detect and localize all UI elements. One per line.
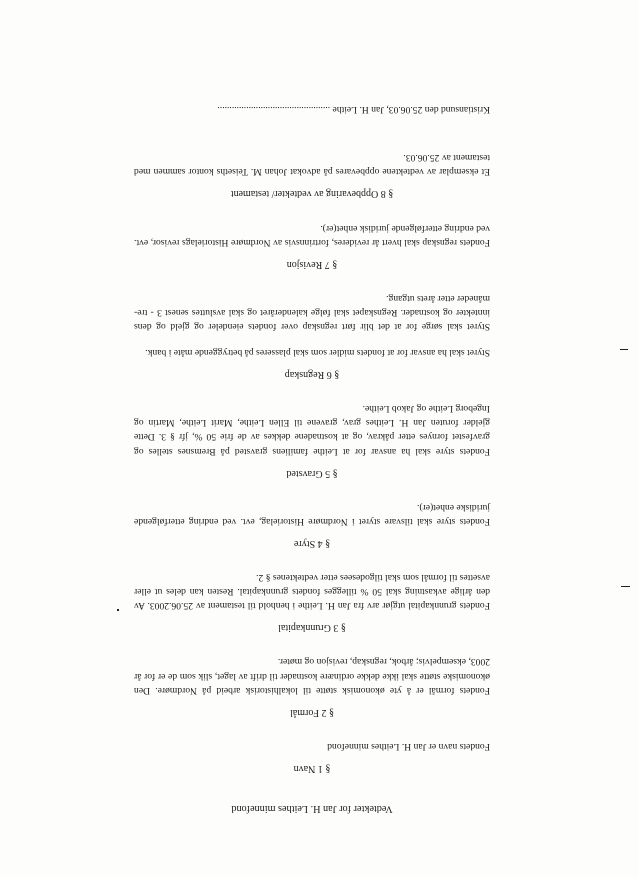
section-paragraph: Fondets regnskap skal hvert år revideres, fortrinnsvis av Nordmøre Historielags revisor, evt. ved endring etterfølgende juridisk enhet(er).: [134, 222, 490, 248]
scan-artifact-dash: [620, 349, 628, 350]
section-paragraph: Fondets grunnkapital utgjør arv fra Jan H. Leithe i henhold til testament av 25.06.2003. Av den årlige avkastning skal 50 % tillegges fondets grunnkapital. Resten kan deles ut eller avsettes til formål som skal tilgodesees etter vedtektenes § 2.: [134, 572, 490, 612]
signature-line: Kristiansund den 25.06.03, Jan H. Leithe ...............................................: [217, 104, 490, 116]
section-heading: § 6 Regnskap: [284, 369, 340, 381]
section-paragraph: Styret skal ha ansvar for at fondets midler som skal plasseres på betryggende måte i bank.: [145, 347, 490, 359]
section-4-styre: [134, 500, 490, 550]
section-paragraph: Et eksemplar av vedtektene oppbevares på advokat Johan M. Teiseths kontor sammen med testament av 25.06.03.: [134, 152, 490, 178]
section-heading: § 2 Formål: [290, 706, 334, 718]
section-5-gravsted: [134, 401, 490, 479]
section-heading: § 5 Gravsted: [286, 467, 338, 479]
section-6-regnskap: [134, 291, 490, 381]
section-paragraph: Fondets formål er å yte økonomisk støtte til lokalhistorisk arbeid på Nordmøre. Den økonomiske støtte skal ikke dekke ordinære kostnader til drift av laget, slik som de er for år 2003, eksempelvis; årbok, regnskap, revisjon og møter.: [134, 656, 490, 696]
scan-artifact-dot: [117, 609, 119, 611]
section-2-formal: [134, 654, 490, 718]
section-8-oppbevaring: [134, 150, 490, 200]
scan-artifact-dash: [621, 586, 630, 587]
section-1-navn: [134, 739, 490, 775]
section-heading: § 7 Revisjon: [286, 258, 338, 270]
section-heading: § 1 Navn: [293, 762, 331, 774]
section-paragraph: Styret skal sørge for at det blir ført regnskap over fondets eiendeler og gjeld og dens inntekter og kostnader. Regnskapet skal følge kalenderåret og skal avsluttes senest 3 - tre-måneder etter årets utgang.: [134, 292, 490, 333]
section-paragraph: Fondets navn er Jan H. Leithes minnefond: [327, 740, 490, 752]
section-heading: § 8 Oppbevaring av vedtekter/ testament: [230, 188, 394, 200]
section-3-grunnkapital: [134, 570, 490, 634]
section-heading: § 3 Grunnkapital: [278, 622, 346, 634]
document-body: [134, 102, 490, 815]
section-7-revisjon: [134, 220, 490, 270]
document-title: Vedtekter for Jan H. Leithes minnefond: [231, 803, 393, 814]
section-paragraph: Fondets styre skal tilsvare styret i Nordmøre Historielag, evt. ved endring etterfølgende juridiske enhet(er).: [134, 501, 490, 527]
section-heading: § 4 Styre: [293, 537, 331, 549]
section-paragraph: Fondets styre skal ha ansvar for at Leithe familiens gravsted på Bremsnes stelles og gravfestet fornyes etter påkrav, og at kostnadene dekkes av de frie 50 %, jfr § 3. Dette gjelder foruten Jan H. Leithes grav, gravene til Ellen Leithe, Marit Leithe, Martin og Ingeborg Leithe og Jakob Leithe.: [134, 403, 490, 457]
